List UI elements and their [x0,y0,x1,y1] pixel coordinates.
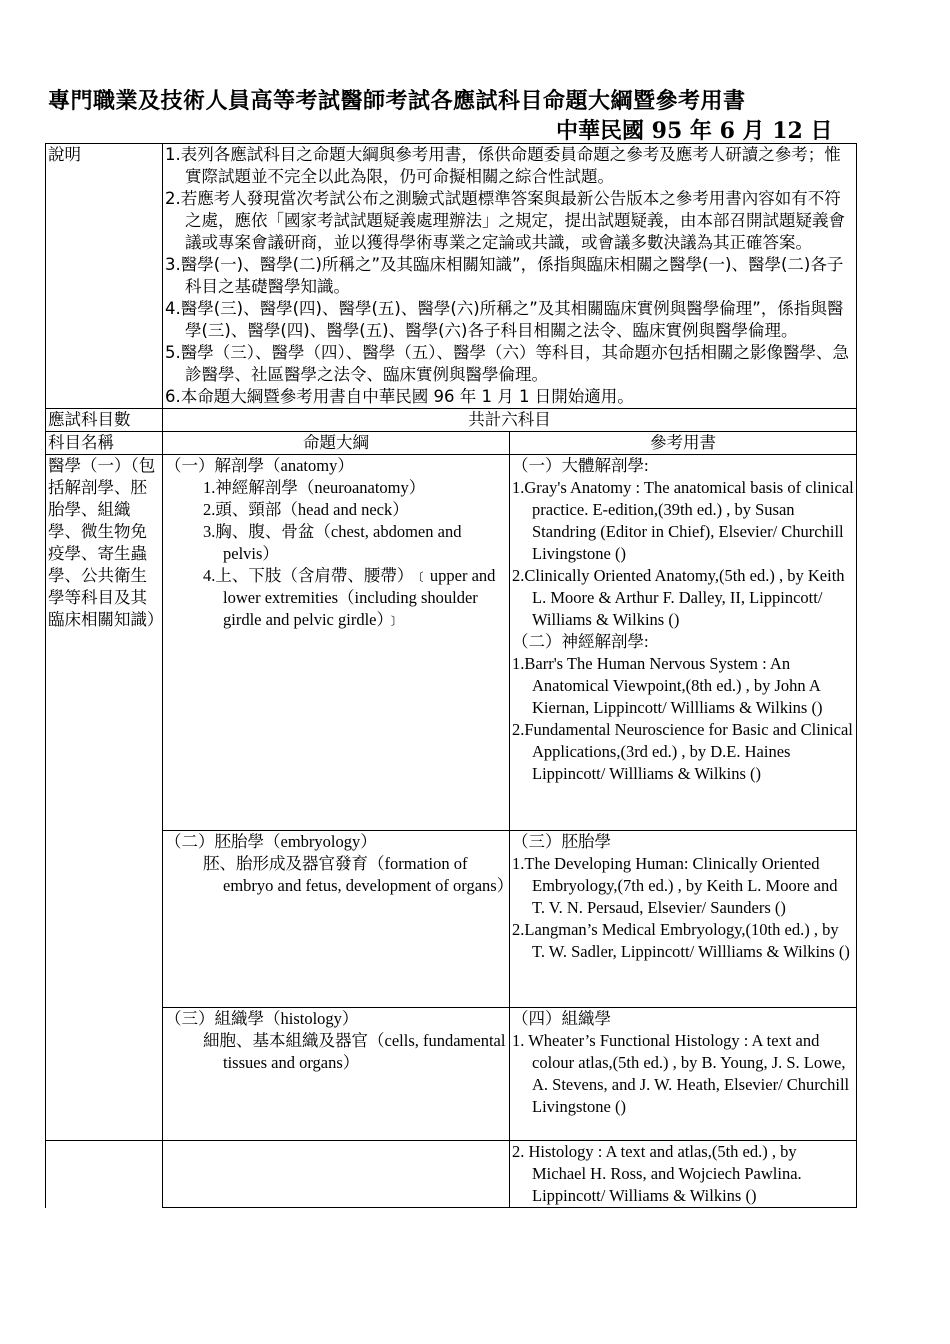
notes-list [163,144,857,409]
outline-item: 細胞、基本組織及器官（cells, fundamental tissues and organs） [203,1031,506,1072]
note-item: 6.本命題大綱暨參考用書自中華民國 96 年 1 月 1 日開始適用。 [165,387,634,406]
notes-header: 說明 [46,144,163,409]
note-item: 1.表列各應試科目之命題大綱與參考用書，係供命題委員命題之參考及應考人研讀之參考；惟實際試題並不完全以此為限，仍可命擬相關之綜合性試題。 [165,145,841,186]
col-subject-header: 科目名稱 [46,432,163,455]
note-item: 4.醫學(三)、醫學(四)、醫學(五)、醫學(六)所稱之”及其相關臨床實例與醫學倫理”，係指與醫學(三)、醫學(四)、醫學(五)、醫學(六)各子科目相關之法令、臨床實例與醫學倫理。 [165,299,844,340]
outline-item: 1.神經解剖學（neuroanatomy） [203,478,426,497]
books-title: （一）大體解剖學: [512,456,649,475]
books-cell [510,455,857,831]
outline-item: 3.胸、腹、骨盆（chest, abdomen and pelvis） [203,522,462,563]
subject-name: 醫學（一）（包括解剖學、胚胎學、組織學、微生物免疫學、寄生蟲學、公共衛生學等科目及其臨床相關知識） [46,455,163,1141]
empty-outline-cell [163,1141,510,1208]
continued-row [46,1141,857,1208]
outline-cell [163,831,514,1008]
note-item: 5.醫學（三）、醫學（四）、醫學（五）、醫學（六）等科目，其命題亦包括相關之影像醫學、急診醫學、社區醫學之法令、臨床實例與醫學倫理。 [165,343,849,384]
books-cell [510,1141,857,1208]
outline-item: 4.上、下肢（含肩帶、腰帶）﹝upper and lower extremities（including shoulder girdle and pelvic girdle）﹞ [203,566,496,629]
section-row-embryology [46,831,857,1008]
notes-row [46,144,857,409]
syllabus-table [45,143,857,1208]
outline-title: （一）解剖學（anatomy） [165,456,354,475]
document-date: 中華民國 95 年 6 月 12 日 [556,118,833,144]
book-item: 1.Gray's Anatomy : The anatomical basis of clinical practice. E-edition,(39th ed.) , by Susan Standring (Editor in Chief), Elsevier/ Churchill Livingstone () [512,478,854,563]
outline-item: 2.頭、頸部（head and neck） [203,500,409,519]
subject-count-value: 共計六科目 [163,409,857,432]
outline-cell [163,455,510,831]
document-title: 專門職業及技術人員高等考試醫師考試各應試科目命題大綱暨參考用書 [48,89,746,114]
col-outline-header: 命題大綱 [163,432,510,455]
section-row-histology [46,1008,857,1141]
book-item: 2.Clinically Oriented Anatomy,(5th ed.) , by Keith L. Moore & Arthur F. Dalley, II, Lippincott/ Williams & Wilkins () [512,566,845,629]
col-books-header: 參考用書 [510,432,857,455]
books-title: （三）胚胎學 [512,832,611,851]
subject-count-label: 應試科目數 [46,409,163,432]
section-row-anatomy [46,455,857,831]
outline-title: （三）組織學（histology） [165,1009,359,1028]
note-item: 3.醫學(一)、醫學(二)所稱之”及其臨床相關知識”，係指與臨床相關之醫學(一)、醫學(二)各子科目之基礎醫學知識。 [165,255,844,296]
books-title: （二）神經解剖學: [512,632,649,651]
column-header-row [46,432,857,455]
books-title: （四）組織學 [512,1009,611,1028]
book-item: 1.The Developing Human: Clinically Oriented Embryology,(7th ed.) , by Keith L. Moore and T. V. N. Persaud, Elsevier/ Saunders () [512,854,838,917]
note-item: 2.若應考人發現當次考試公布之測驗式試題標準答案與最新公告版本之參考用書內容如有不符之處，應依「國家考試試題疑義處理辦法」之規定，提出試題疑義，由本部召開試題疑義會議或專案會議研商，並以獲得學術專業之定論或共識，或會議多數決議為其正確答案。 [165,189,845,252]
book-item: 2.Langman’s Medical Embryology,(10th ed.) , by T. W. Sadler, Lippincott/ Willliams & Wilkins () [512,920,850,961]
book-item: 2.Fundamental Neuroscience for Basic and Clinical Applications,(3rd ed.) , by D.E. Haines Lippincott/ Willliams & Wilkins () [512,720,853,783]
outline-cell [163,1008,510,1141]
book-item: 1.Barr's The Human Nervous System : An Anatomical Viewpoint,(8th ed.) , by John A Kiernan, Lippincott/ Willliams & Wilkins () [512,654,823,717]
empty-subject-cell [46,1141,163,1208]
book-item: 2. Histology : A text and atlas,(5th ed.) , by Michael H. Ross, and Wojciech Pawlina. Lippincott/ Williams & Wilkins () [512,1142,802,1205]
subject-count-row [46,409,857,432]
books-cell [510,831,857,1008]
outline-item: 胚、胎形成及器官發育（formation of embryo and fetus, development of organs） [203,854,514,895]
outline-title: （二）胚胎學（embryology） [165,832,377,851]
books-cell [510,1008,857,1141]
book-item: 1. Wheater’s Functional Histology : A text and colour atlas,(5th ed.) , by B. Young, J. S. Lowe, A. Stevens, and J. W. Heath, Elsevier/ Churchill Livingstone () [512,1031,850,1116]
